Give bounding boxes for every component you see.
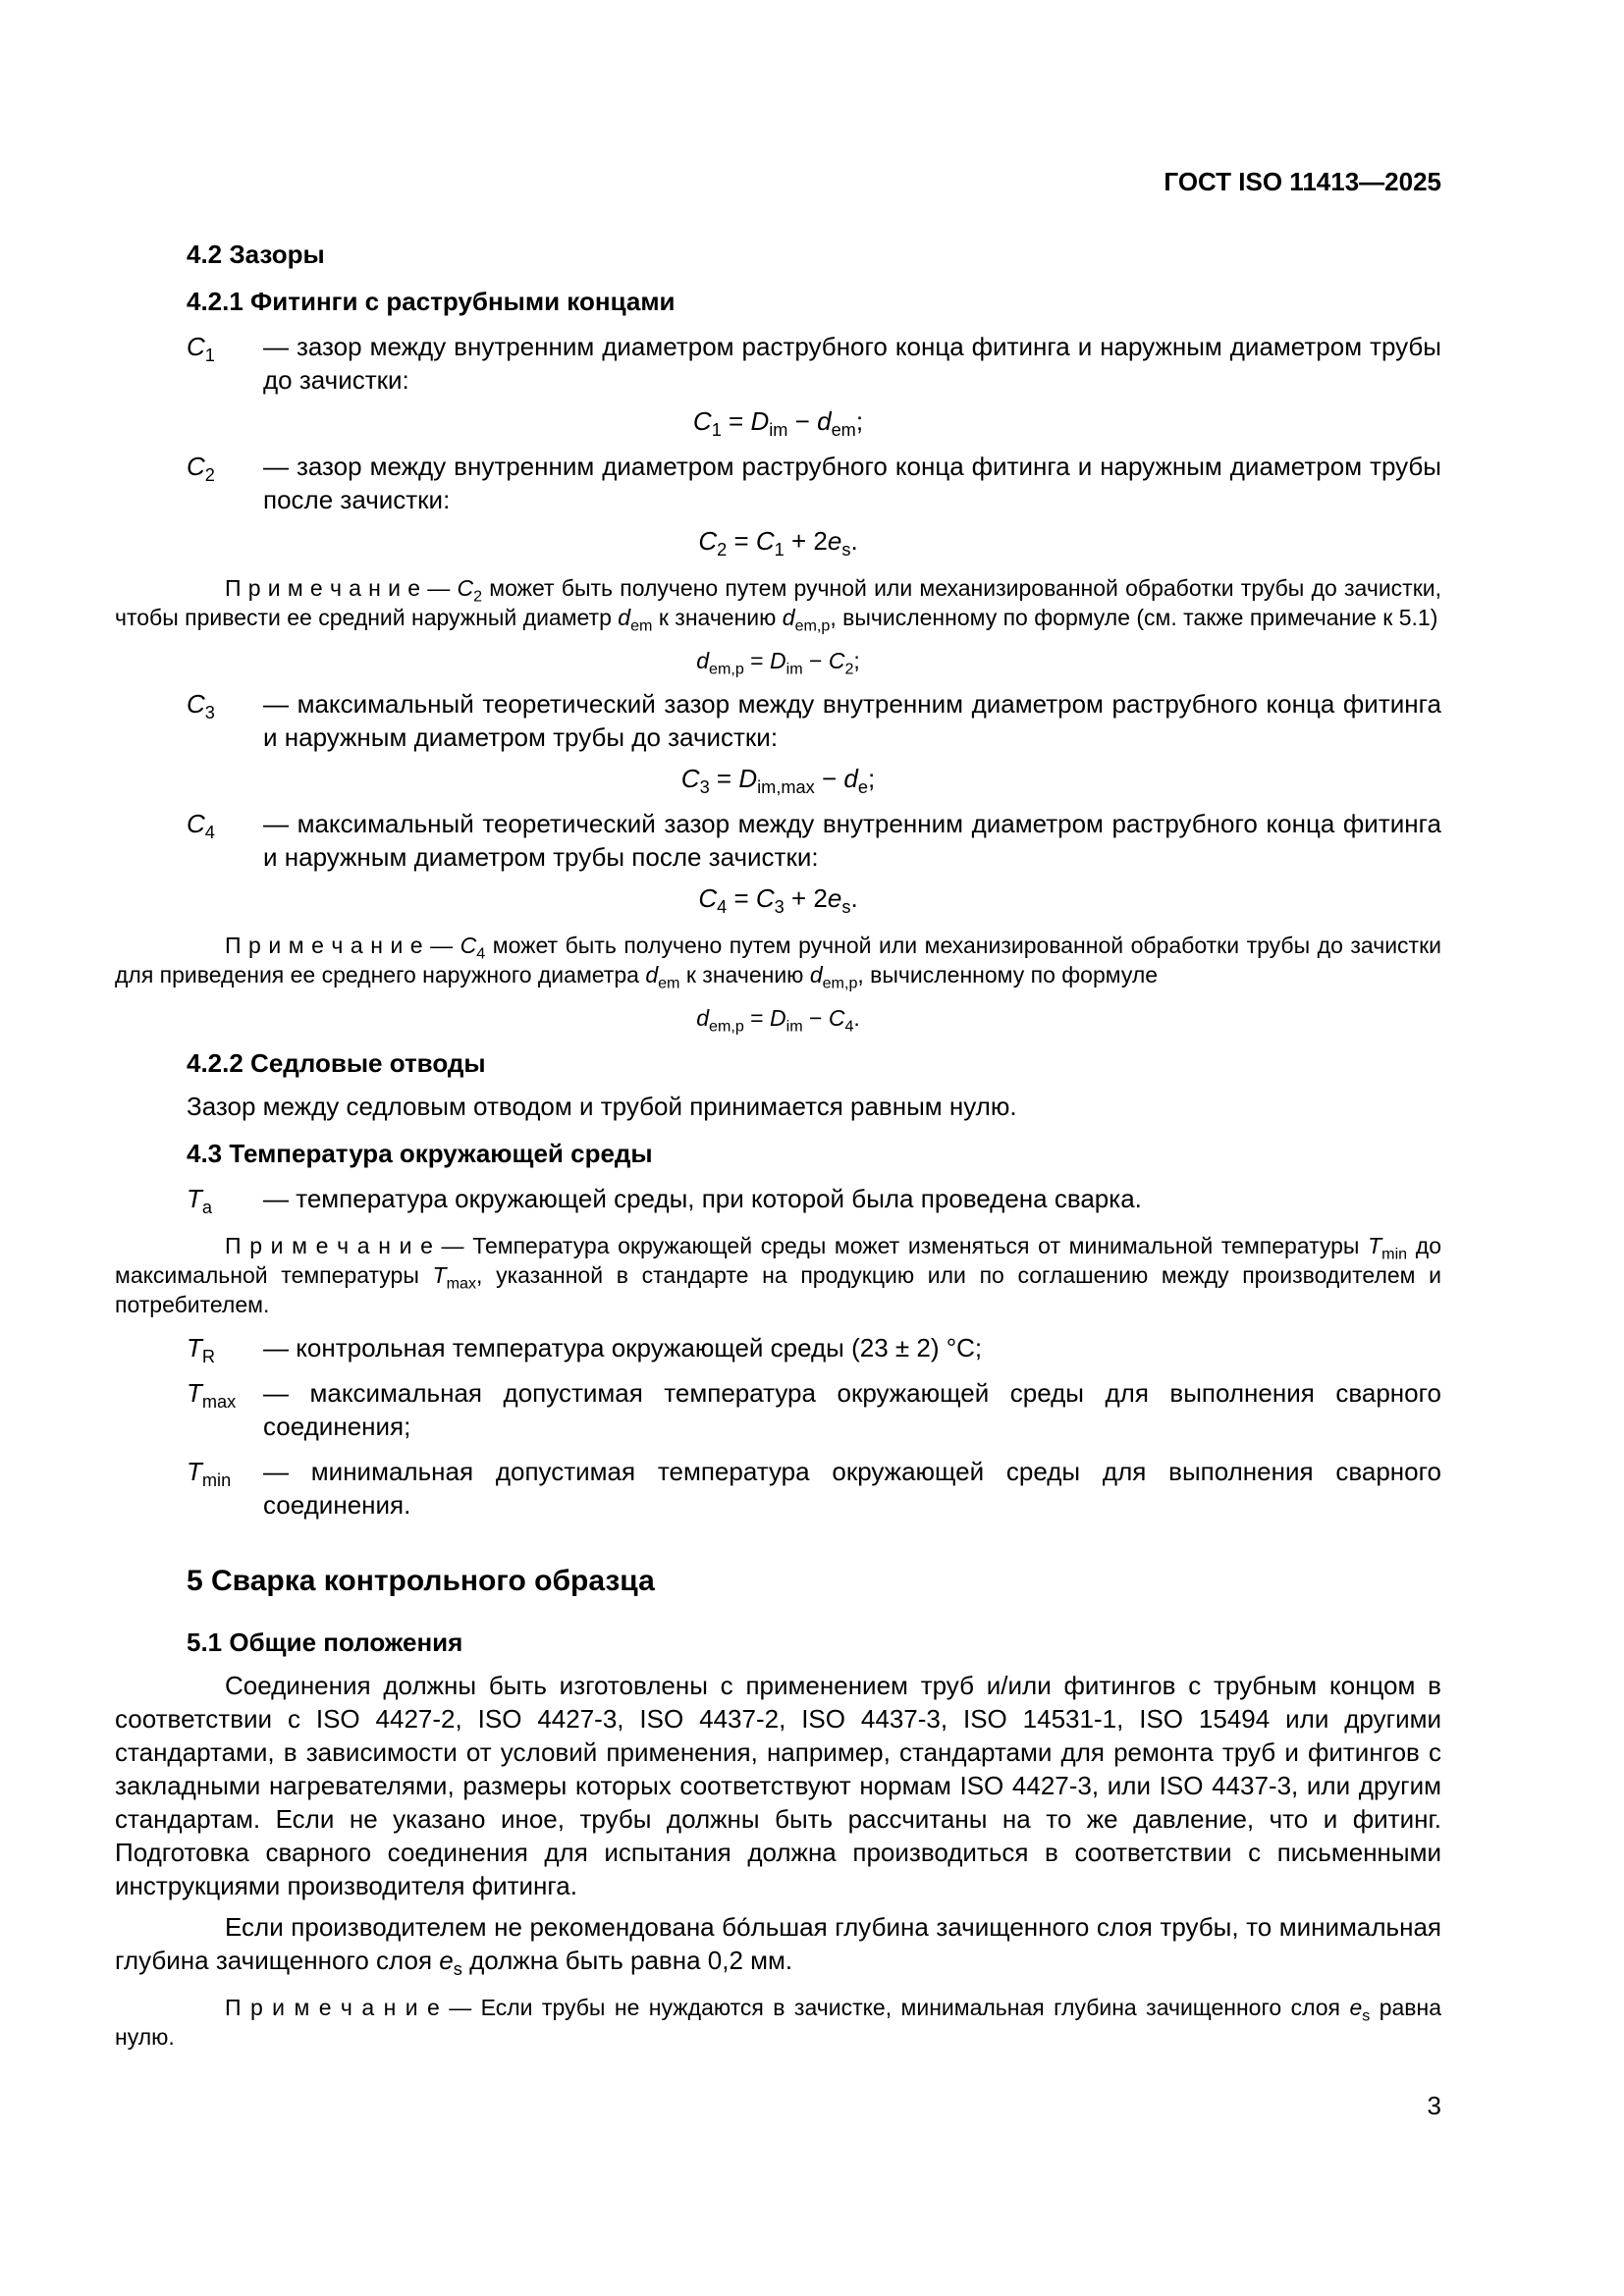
text-run: должна быть равна 0,2 мм. <box>461 1946 793 1975</box>
text-run: , указанной в стандарте на продукцию или по соглашению между производителем и потребителем. <box>115 1262 1441 1317</box>
section-heading <box>187 1137 1441 1170</box>
formula <box>115 524 1441 561</box>
note-paragraph <box>115 1993 1441 2052</box>
text-run: C <box>828 648 845 673</box>
text-run: − <box>802 1005 829 1031</box>
text-run: равна нулю. <box>115 1995 1442 2050</box>
text-run: 2 <box>204 465 215 486</box>
text-run: D <box>770 648 786 673</box>
text-run: 2 <box>717 540 728 561</box>
section-heading <box>187 1561 1441 1602</box>
text-run: C <box>692 406 712 436</box>
definition-text <box>263 807 1441 874</box>
text-run: = <box>743 648 770 673</box>
definition-term <box>187 1376 263 1443</box>
text-run: ; <box>867 764 876 793</box>
definition-text <box>263 450 1441 516</box>
definition-item <box>187 1455 1441 1522</box>
paragraph <box>187 1090 1441 1123</box>
formula <box>115 404 1441 441</box>
text-run: a <box>201 1198 213 1218</box>
paragraph <box>115 1910 1441 1980</box>
formula <box>115 1003 1441 1036</box>
text-run: e <box>857 777 868 798</box>
page-number: 3 <box>1427 2091 1441 2120</box>
text-run: C <box>460 933 477 958</box>
text-run: 2 <box>473 587 483 606</box>
definition-item <box>187 1331 1441 1367</box>
formula <box>115 646 1441 678</box>
definition-item <box>187 687 1441 754</box>
text-run: 3 <box>204 703 215 723</box>
text-run: 4.2.1 Фитинги с раструбными концами <box>187 287 676 316</box>
text-run: em,p <box>794 616 831 635</box>
text-run: + 2 <box>784 883 828 913</box>
paragraph <box>115 1669 1441 1902</box>
text-run: , вычисленному по формуле (см. также примечание к 5.1) <box>830 605 1438 630</box>
text-run: C <box>698 526 718 556</box>
text-run: T <box>187 1333 202 1362</box>
text-run: em <box>658 974 680 992</box>
definition-item <box>187 330 1441 397</box>
text-run: 4.2.2 Седловые отводы <box>187 1048 486 1078</box>
text-run: — зазор между внутренним диаметром раструбного конца фитинга и наружным диаметром трубы после зачистки: <box>263 452 1441 514</box>
section-heading <box>187 1626 1441 1659</box>
definition-text <box>263 1182 1441 1215</box>
text-run: C <box>187 689 205 719</box>
text-run: — температура окружающей среды, при которой была проведена сварка. <box>263 1184 1142 1213</box>
text-run: = <box>727 526 756 556</box>
text-run: T <box>187 1378 202 1408</box>
text-run: — минимальная допустимая температура окружающей среды для выполнения сварного соединения. <box>263 1457 1441 1520</box>
text-run: 5 Сварка контрольного образца <box>187 1565 655 1597</box>
text-run: П р и м е ч а н и е — <box>225 933 460 958</box>
text-run: 4.3 Температура окружающей среды <box>187 1139 653 1168</box>
text-run: к значению <box>679 962 810 988</box>
text-run: s <box>453 1959 462 1980</box>
text-run: 1 <box>204 346 215 366</box>
text-run: C <box>457 575 474 601</box>
text-run: s <box>1362 2006 1371 2025</box>
definition-term <box>187 330 263 397</box>
definition-text <box>263 330 1441 397</box>
text-run: − <box>802 648 829 673</box>
text-run: C <box>755 526 775 556</box>
formula <box>115 762 1441 798</box>
text-run: П р и м е ч а н и е — Температура окружающей среды может изменяться от минимальной температуры <box>225 1233 1369 1258</box>
text-run: e <box>827 883 842 913</box>
text-run: D <box>750 406 770 436</box>
definition-text <box>263 687 1441 754</box>
page-content <box>115 165 1441 2057</box>
text-run: . <box>853 1005 860 1031</box>
text-run: Зазор между седловым отводом и трубой принимается равным нулю. <box>187 1092 1017 1121</box>
text-run: к значению <box>652 605 783 630</box>
text-run: C <box>828 1005 845 1031</box>
text-run: em,p <box>822 974 858 992</box>
text-run: — максимальный теоретический зазор между внутренним диаметром раструбного конца фитинга и наружным диаметром трубы после зачистки: <box>263 809 1441 872</box>
definition-item <box>187 450 1441 516</box>
definition-text <box>263 1376 1441 1443</box>
text-run: max <box>446 1274 477 1293</box>
text-run: = <box>743 1005 770 1031</box>
section-heading <box>187 1046 1441 1080</box>
text-run: min <box>1381 1245 1408 1263</box>
text-run: − <box>787 406 818 436</box>
text-run: до максимальной температуры <box>115 1233 1441 1288</box>
text-run: . <box>850 526 858 556</box>
text-run: e <box>439 1946 454 1975</box>
text-run: D <box>738 764 758 793</box>
text-run: = <box>721 406 751 436</box>
text-run: s <box>841 540 851 561</box>
text-run: e <box>1349 1995 1363 2020</box>
text-run: 1 <box>774 540 785 561</box>
text-run: d <box>645 962 659 988</box>
text-run: + 2 <box>784 526 828 556</box>
text-run: em,p <box>709 1017 744 1036</box>
text-run: d <box>782 605 795 630</box>
text-run: C <box>187 452 205 481</box>
text-run: — максимальный теоретический зазор между внутренним диаметром раструбного конца фитинга и наружным диаметром трубы до зачистки: <box>263 689 1441 752</box>
document-code: ГОСТ ISO 11413—2025 <box>1164 167 1441 196</box>
note-paragraph <box>115 1231 1441 1319</box>
text-run: C <box>187 809 205 838</box>
definition-term <box>187 1455 263 1522</box>
text-run: — контрольная температура окружающей среды (23 ± 2) °C; <box>263 1333 983 1362</box>
text-run: d <box>809 962 823 988</box>
document-content <box>115 238 1441 2052</box>
definition-item <box>187 1376 1441 1443</box>
note-paragraph <box>115 573 1442 635</box>
text-run: ; <box>853 648 860 673</box>
text-run: 4.2 Зазоры <box>187 240 325 269</box>
text-run: 3 <box>699 777 710 798</box>
text-run: R <box>201 1347 216 1367</box>
text-run: = <box>727 883 756 913</box>
text-run: C <box>187 332 205 361</box>
text-run: im <box>785 660 803 678</box>
text-run: im <box>785 1017 803 1036</box>
text-run: = <box>709 764 739 793</box>
text-run: im <box>769 420 788 441</box>
text-run: d <box>817 406 832 436</box>
text-run: П р и м е ч а н и е — <box>225 575 458 601</box>
text-run: e <box>827 526 842 556</box>
text-run: 4 <box>204 823 215 843</box>
text-run: d <box>618 605 631 630</box>
text-run: — зазор между внутренним диаметром раструбного конца фитинга и наружным диаметром трубы до зачистки: <box>263 332 1441 395</box>
definition-term <box>187 807 263 874</box>
text-run: C <box>698 883 718 913</box>
note-paragraph <box>115 931 1441 992</box>
text-run: Соединения должны быть изготовлены с применением труб и/или фитингов с трубным концом в соответствии с ISO 4427-2, ISO 4427-3, ISO 4437-2, ISO 4437-3, ISO 14531-1, ISO 15494 или другими стандартами, в зависимости от условий применения, например, стандартами для ремонта труб и фитингов с закладными нагревателями, размеры которых соответствуют нормам ISO 4427-3, или ISO 4437-3, или другим стандартам. Если не указано иное, трубы должны быть рассчитаны на то же давление, что и фитинг. Подготовка сварного соединения для испытания должна производиться в соответствии с письменными инструкциями производителя фитинга. <box>115 1671 1441 1900</box>
section-heading <box>187 285 1441 318</box>
text-run: D <box>770 1005 786 1031</box>
definition-text <box>263 1455 1441 1522</box>
text-run: em,p <box>709 660 744 678</box>
text-run: em <box>630 616 653 635</box>
text-run: T <box>187 1457 202 1486</box>
text-run: T <box>1368 1233 1382 1258</box>
definition-item <box>187 807 1441 874</box>
text-run: 4 <box>717 897 728 918</box>
text-run: max <box>201 1392 237 1413</box>
text-run: C <box>680 764 700 793</box>
definition-term <box>187 1182 263 1218</box>
text-run: 5.1 Общие положения <box>187 1628 463 1657</box>
definition-text <box>263 1331 1441 1364</box>
text-run: em <box>831 420 856 441</box>
definition-term <box>187 687 263 754</box>
text-run: d <box>696 1005 709 1031</box>
definition-term <box>187 1331 263 1367</box>
text-run: 4 <box>844 1017 854 1036</box>
text-run: T <box>432 1262 447 1288</box>
text-run: ; <box>855 406 864 436</box>
text-run: , вычисленному по формуле <box>857 962 1159 988</box>
text-run: s <box>841 897 851 918</box>
text-run: 3 <box>774 897 785 918</box>
text-run: d <box>696 648 709 673</box>
section-heading <box>187 238 1441 271</box>
text-run: — максимальная допустимая температура окружающей среды для выполнения сварного соединения; <box>263 1378 1441 1441</box>
text-run: C <box>755 883 775 913</box>
definition-term <box>187 450 263 516</box>
text-run: T <box>187 1184 202 1213</box>
text-run: . <box>850 883 858 913</box>
text-run: 2 <box>844 660 854 678</box>
formula <box>115 881 1441 918</box>
text-run: − <box>814 764 844 793</box>
text-run: может быть получено путем ручной или механизированной обработки трубы до зачистки для приведения ее среднего наружного диаметра <box>115 933 1441 988</box>
text-run: min <box>201 1470 232 1491</box>
text-run: im,max <box>757 777 815 798</box>
definition-item <box>187 1182 1441 1218</box>
text-run: 1 <box>711 420 722 441</box>
text-run: d <box>843 764 858 793</box>
text-run: 4 <box>476 944 486 963</box>
text-run: Если производителем не рекомендована бо́льшая глубина зачищенного слоя трубы, то минимальная глубина зачищенного слоя <box>115 1912 1441 1975</box>
text-run: может быть получено путем ручной или механизированной обработки трубы до зачистки, чтобы привести ее средний наружный диаметр <box>115 575 1442 630</box>
text-run: П р и м е ч а н и е — Если трубы не нуждаются в зачистке, минимальная глубина зачищенного слоя <box>225 1995 1350 2020</box>
